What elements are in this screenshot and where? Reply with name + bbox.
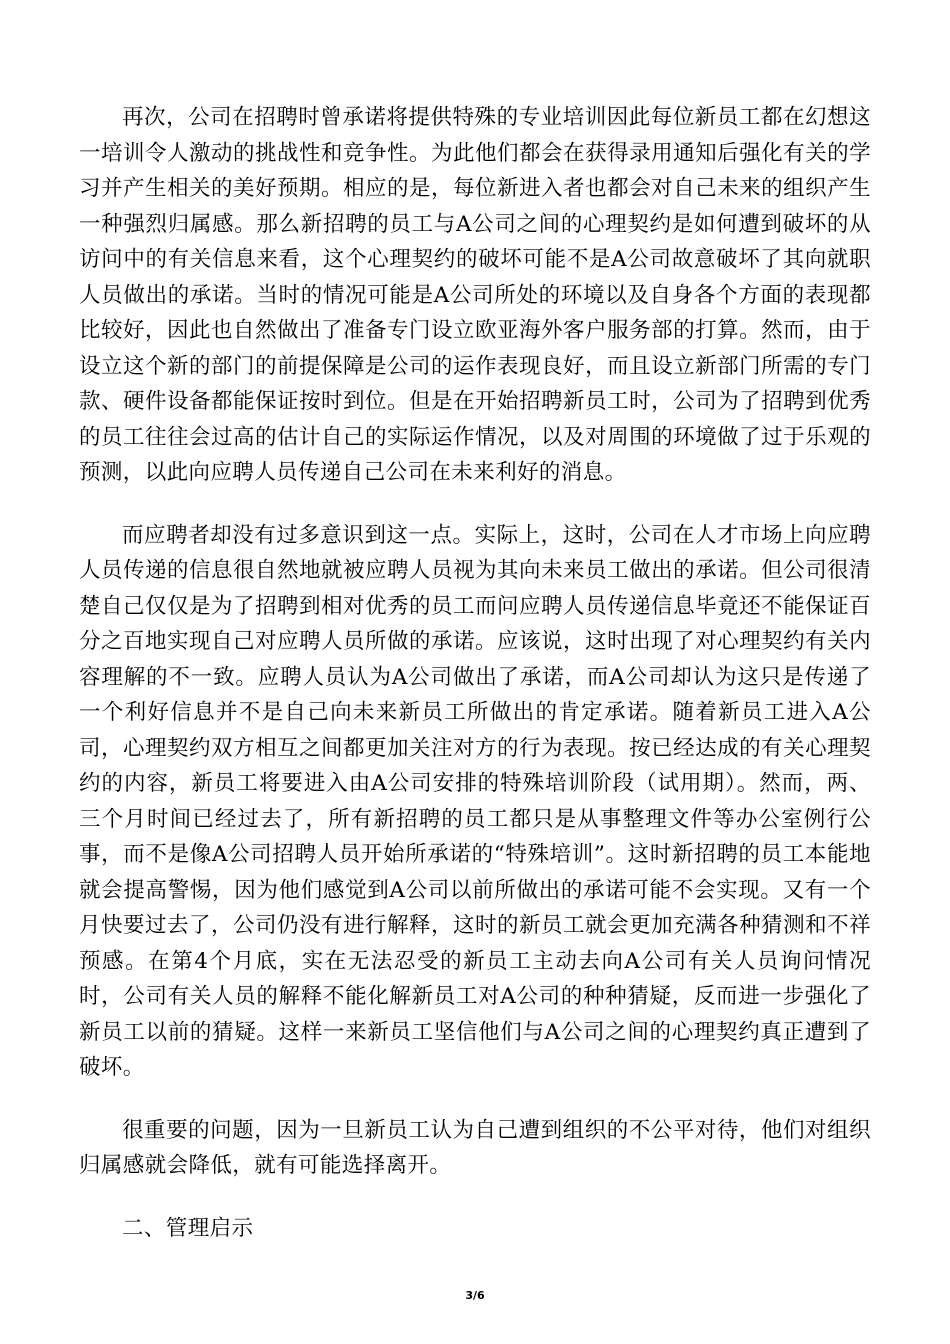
section-heading: 二、管理启示 xyxy=(122,1215,254,1241)
page-number: 3/6 xyxy=(465,1289,485,1302)
paragraph-3: 很重要的问题，因为一旦新员工认为自己遭到组织的不公平对待，他们对组织归属感就会降低，就有可能选择离开。 xyxy=(79,1117,871,1178)
paragraph-1: 再次，公司在招聘时曾承诺将提供特殊的专业培训因此每位新员工都在幻想这一培训令人激动的挑战性和竞争性。为此他们都会在获得录用通知后强化有关的学习并产生相关的美好预期。相应的是，每位新进入者也都会对自己未来的组织产生一种强烈归属感。那么新招聘的员工与A公司之间的心理契约是如何遭到破坏的从访问中的有关信息来看，这个心理契约的破坏可能不是A公司故意破坏了其向就职人员做出的承诺。当时的情况可能是A公司所处的环境以及自身各个方面的表现都比较好，因此也自然做出了准备专门设立欧亚海外客户服务部的打算。然而，由于设立这个新的部门的前提保障是公司的运作表现良好，而且设立新部门所需的专门款、硬件设备都能保证按时到位。但是在开始招聘新员工时，公司为了招聘到优秀的员工往往会过高的估计自己的实际运作情况，以及对周围的环境做了过于乐观的预测，以此向应聘人员传递自己公司在未来利好的消息。 xyxy=(79,105,871,485)
document-body xyxy=(79,100,871,1246)
paragraph-2: 而应聘者却没有过多意识到这一点。实际上，这时，公司在人才市场上向应聘人员传递的信息很自然地就被应聘人员视为其向未来员工做出的承诺。但公司很清楚自己仅仅是为了招聘到相对优秀的员工而问应聘人员传递信息毕竟还不能保证百分之百地实现自己对应聘人员所做的承诺。应该说，这时出现了对心理契约有关内容理解的不一致。应聘人员认为A公司做出了承诺，而A公司却认为这只是传递了一个利好信息并不是自己向未来新员工所做出的肯定承诺。随着新员工进入A公司，心理契约双方相互之间都更加关注对方的行为表现。按已经达成的有关心理契约的内容，新员工将要进入由A公司安排的特殊培训阶段（试用期）。然而，两、三个月时间已经过去了，所有新招聘的员工都只是从事整理文件等办公室例行公事，而不是像A公司招聘人员开始所承诺的“特殊培训”。这时新招聘的员工本能地就会提高警惕，因为他们感觉到A公司以前所做出的承诺可能不会实现。又有一个月快要过去了，公司仍没有进行解释，这时的新员工就会更加充满各种猜测和不祥预感。在第4个月底，实在无法忍受的新员工主动去向A公司有关人员询问情况时，公司有关人员的解释不能化解新员工对A公司的种种猜疑，反而进一步强化了新员工以前的猜疑。这样一来新员工坚信他们与A公司之间的心理契约真正遭到了破坏。 xyxy=(79,522,871,1080)
